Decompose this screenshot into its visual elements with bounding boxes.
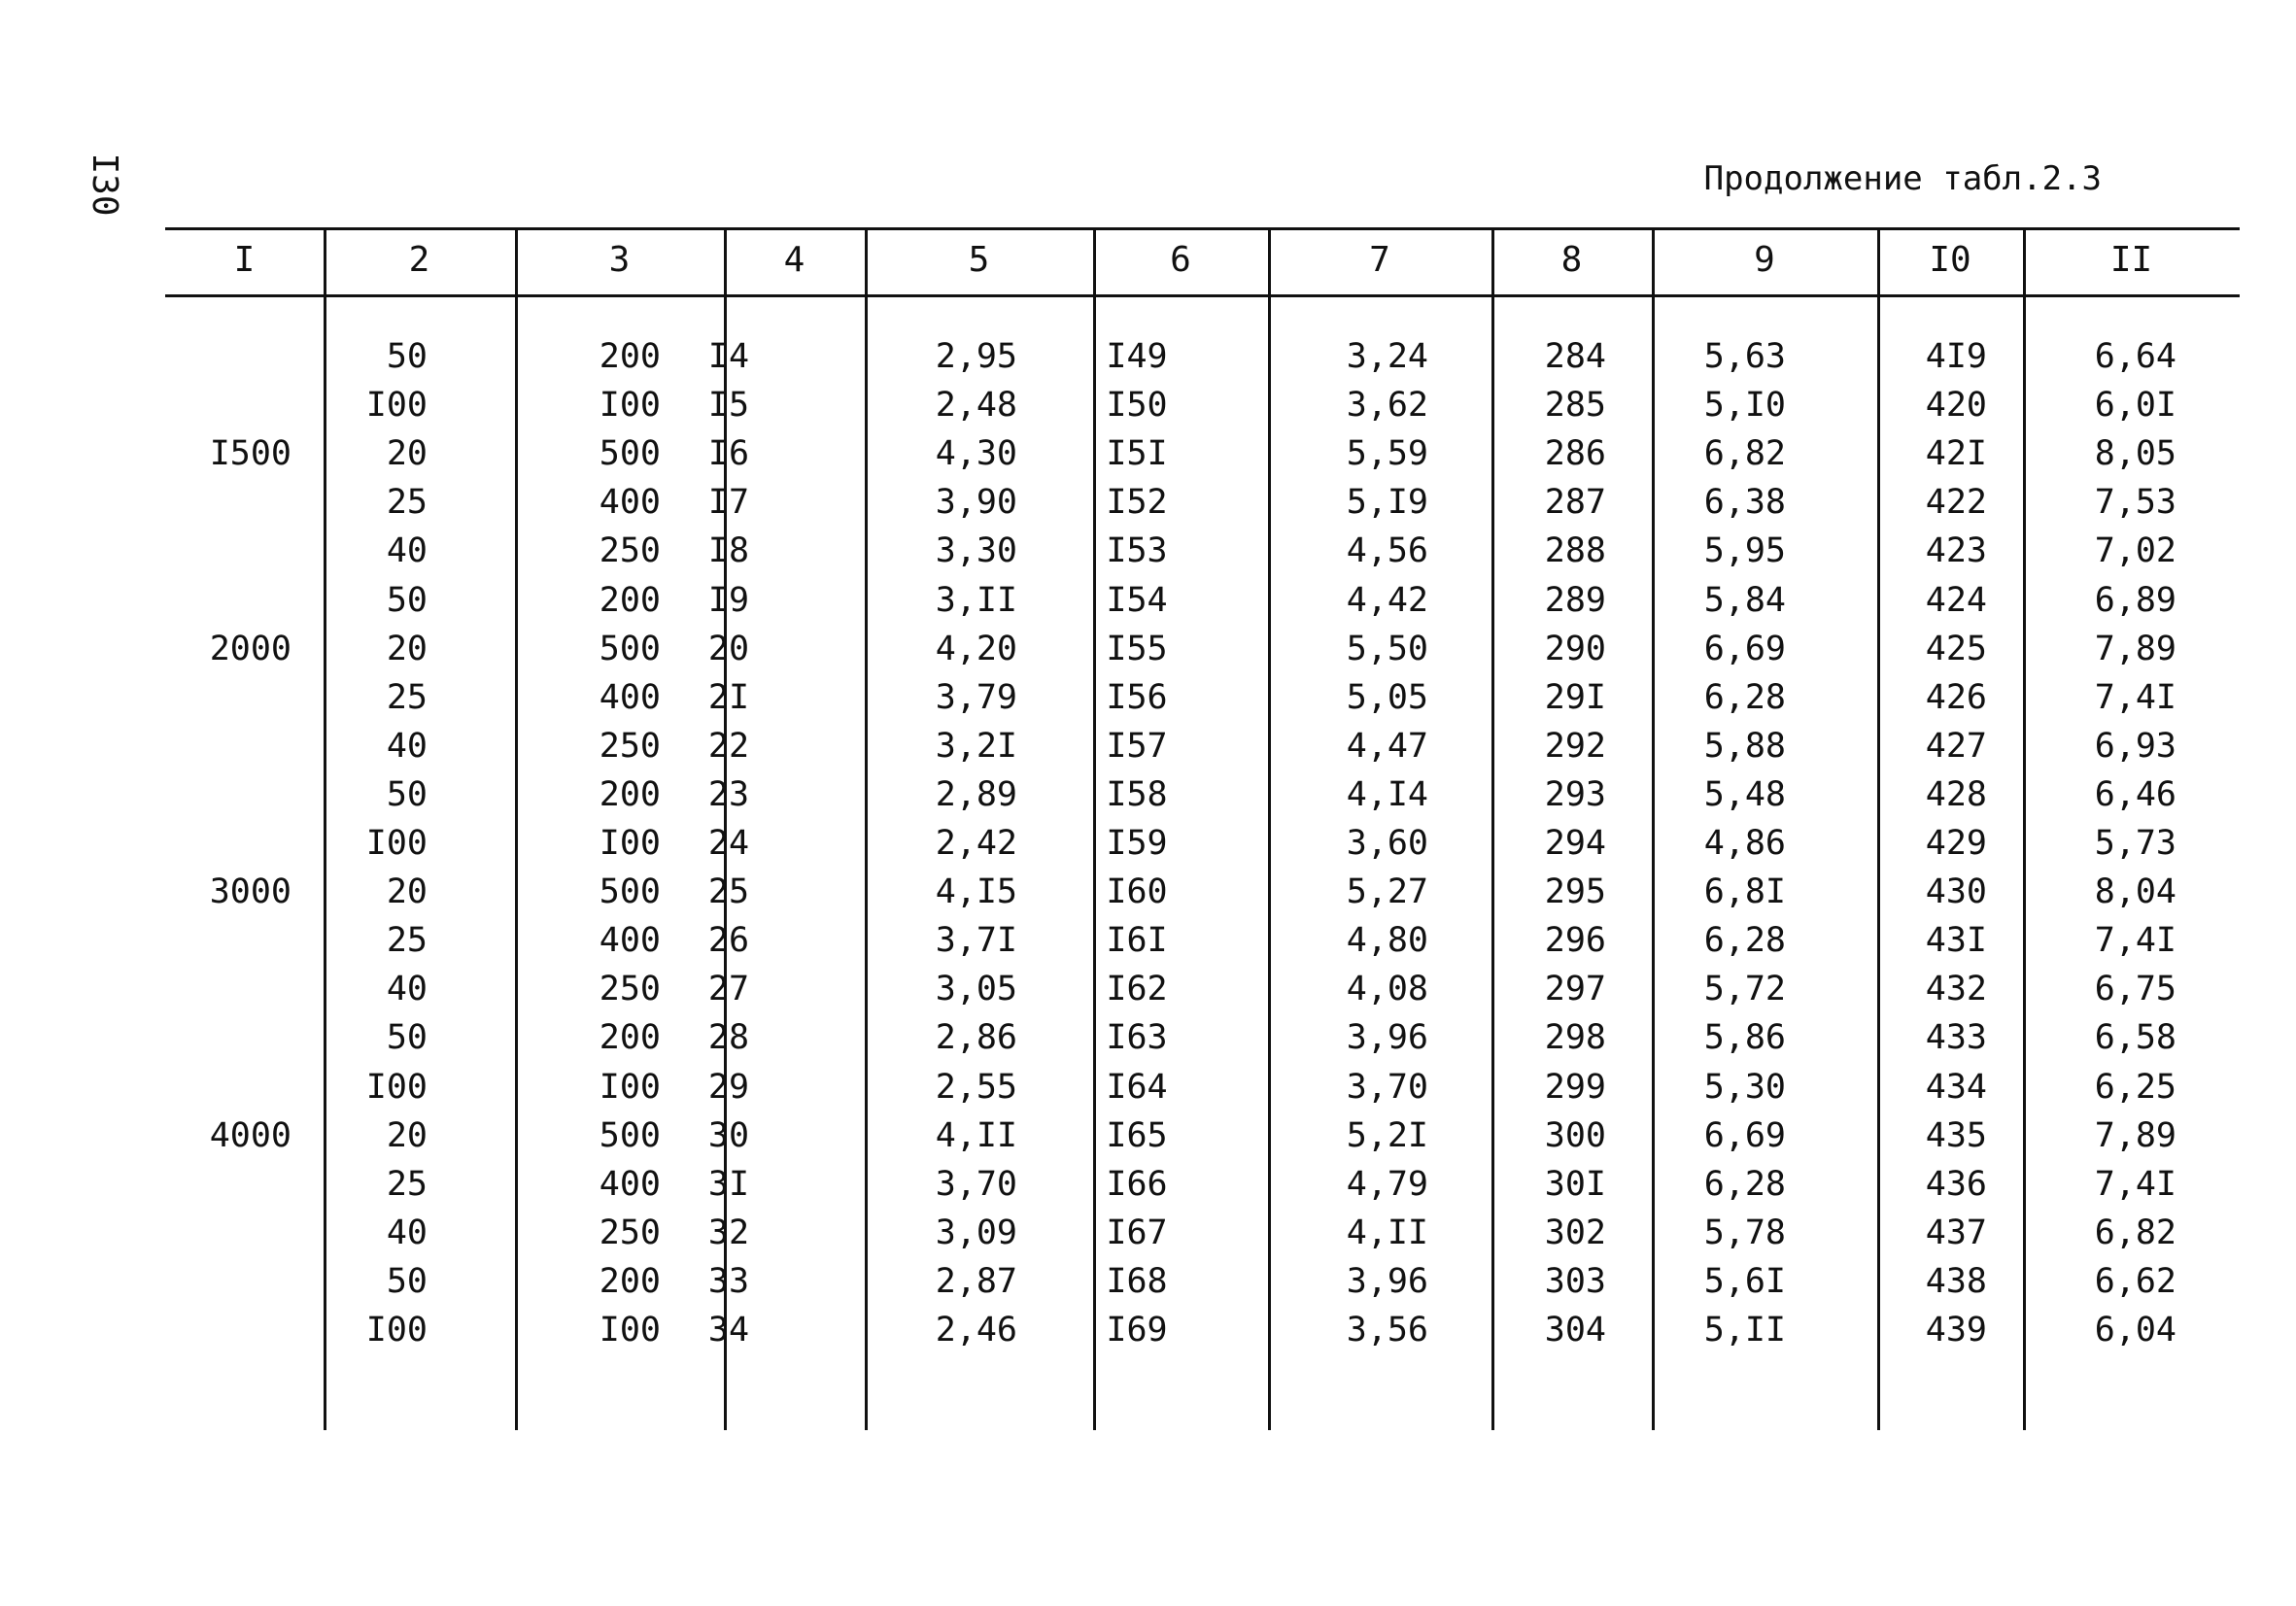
table-cell: 424	[1925, 581, 1987, 620]
table-cell: 42I	[1925, 434, 1987, 473]
table-cell: I00	[599, 824, 661, 863]
table-cell: I00	[599, 1311, 661, 1350]
table-cell: I57	[1106, 727, 1168, 766]
table-cell: 7,4I	[2094, 678, 2176, 717]
table-cell: 429	[1925, 824, 1987, 863]
table-cell: 435	[1925, 1116, 1987, 1155]
table-cell: I62	[1106, 970, 1168, 1008]
table-cell: I00	[365, 386, 428, 425]
table-cell: 433	[1925, 1018, 1987, 1057]
table-cell: 3I	[707, 1165, 750, 1204]
table-cell: 4,II	[935, 1116, 1017, 1155]
table-cell: 438	[1925, 1262, 1987, 1301]
table-cell: I49	[1106, 337, 1168, 376]
table-cell: 33	[707, 1262, 750, 1301]
table-cell: 400	[599, 1165, 661, 1204]
table-cell: I00	[365, 824, 428, 863]
table-cell: 428	[1925, 775, 1987, 814]
table-cell	[136, 478, 291, 527]
table-cell: 6,8I	[1703, 872, 1786, 911]
table-cell: 20	[386, 872, 428, 911]
table-cell	[136, 819, 291, 868]
table-cell: 6,69	[1703, 630, 1786, 668]
table-cell: 4,I5	[935, 872, 1017, 911]
table-cell	[136, 722, 291, 770]
table-cell	[136, 1306, 291, 1354]
table-cell: I67	[1106, 1213, 1168, 1252]
table-cell: 22	[707, 727, 750, 766]
table-cell	[136, 770, 291, 819]
table-cell: 290	[1544, 630, 1606, 668]
table-cell: 7,4I	[2094, 1165, 2176, 1204]
table-cell: 5,72	[1703, 970, 1786, 1008]
table-cell: 432	[1925, 970, 1987, 1008]
table-cell: 2,48	[935, 386, 1017, 425]
table-cell: 3,62	[1346, 386, 1428, 425]
table-cell: 5,I9	[1346, 483, 1428, 522]
table-cell: 3,2I	[935, 727, 1017, 766]
table-cell: 6,62	[2094, 1262, 2176, 1301]
table-cell: 5,84	[1703, 581, 1786, 620]
table-cell: 200	[599, 1262, 661, 1301]
table-cell: 20	[707, 630, 750, 668]
table-cell: 2,95	[935, 337, 1017, 376]
table-cell: 300	[1544, 1116, 1606, 1155]
table-cell: 295	[1544, 872, 1606, 911]
column-divider	[1268, 227, 1271, 1430]
table-cell: 50	[386, 581, 428, 620]
table-cell: 4,80	[1346, 921, 1428, 960]
table-cell: 32	[707, 1213, 750, 1252]
table-cell: 50	[386, 337, 428, 376]
table-cell: 439	[1925, 1311, 1987, 1350]
table-cell: 200	[599, 337, 661, 376]
table-cell: 5,27	[1346, 872, 1428, 911]
column-header: 2	[408, 240, 430, 280]
table-cell: 250	[599, 531, 661, 570]
table-cell: 43I	[1925, 921, 1987, 960]
table-cell: I65	[1106, 1116, 1168, 1155]
table-cell	[136, 965, 291, 1013]
table-cell: 302	[1544, 1213, 1606, 1252]
table-cell: 3,II	[935, 581, 1017, 620]
table-cell	[136, 1209, 291, 1257]
table-cell: 427	[1925, 727, 1987, 766]
column-header: 6	[1170, 240, 1191, 280]
column-header: 8	[1560, 240, 1583, 280]
table-cell: 8,05	[2094, 434, 2176, 473]
header-bottom-rule	[165, 294, 2240, 297]
table-cell: 285	[1544, 386, 1606, 425]
table-cell: 34	[707, 1311, 750, 1350]
column-header: 5	[968, 240, 990, 280]
table-cell: I53	[1106, 531, 1168, 570]
table-cell: 6,82	[2094, 1213, 2176, 1252]
table-cell: 50	[386, 775, 428, 814]
table-cell: 30I	[1544, 1165, 1606, 1204]
table-cell: I7	[707, 483, 750, 522]
table-cell: 436	[1925, 1165, 1987, 1204]
table-cell: I69	[1106, 1311, 1168, 1350]
table-cell: 400	[599, 921, 661, 960]
table-cell: 29	[707, 1068, 750, 1107]
table-cell: 20	[386, 630, 428, 668]
table-cell: 6,89	[2094, 581, 2176, 620]
table-cell	[136, 1160, 291, 1209]
table-cell: 20	[386, 434, 428, 473]
table-cell: I00	[365, 1311, 428, 1350]
table-cell: 25	[386, 678, 428, 717]
table-cell: 5,I0	[1703, 386, 1786, 425]
table-cell: 6,93	[2094, 727, 2176, 766]
column-header: I	[233, 240, 256, 280]
table-cell: 5,86	[1703, 1018, 1786, 1057]
table-cell: 299	[1544, 1068, 1606, 1107]
table-cell: I4	[707, 337, 750, 376]
table-cell: 4,20	[935, 630, 1017, 668]
table-cell: 6,38	[1703, 483, 1786, 522]
table-cell: I9	[707, 581, 750, 620]
table-cell: 4,47	[1346, 727, 1428, 766]
table-cell: 2,86	[935, 1018, 1017, 1057]
table-caption: Продолжение табл.2.3	[1703, 159, 2102, 198]
table-cell: 292	[1544, 727, 1606, 766]
table-cell: 40	[386, 1213, 428, 1252]
table-cell: 6,75	[2094, 970, 2176, 1008]
table-cell: 287	[1544, 483, 1606, 522]
table-cell: 2000	[209, 630, 291, 668]
table-cell: 2,87	[935, 1262, 1017, 1301]
table-cell: 430	[1925, 872, 1987, 911]
column-header: 3	[608, 240, 631, 280]
table-cell: 500	[599, 434, 661, 473]
table-cell: 200	[599, 581, 661, 620]
table-cell: 7,53	[2094, 483, 2176, 522]
table-cell	[136, 1013, 291, 1062]
table-cell: 3,96	[1346, 1262, 1428, 1301]
table-cell: 288	[1544, 531, 1606, 570]
table-cell: 2I	[707, 678, 750, 717]
table-cell: 50	[386, 1018, 428, 1057]
table-cell: 28	[707, 1018, 750, 1057]
table-cell: 25	[386, 921, 428, 960]
table-cell: 3,70	[1346, 1068, 1428, 1107]
table-cell: 27	[707, 970, 750, 1008]
table-cell: 3,96	[1346, 1018, 1428, 1057]
table-cell: 5,30	[1703, 1068, 1786, 1107]
table-cell: 25	[386, 1165, 428, 1204]
table-cell: 50	[386, 1262, 428, 1301]
table-cell: 3,90	[935, 483, 1017, 522]
table-cell: 6,28	[1703, 1165, 1786, 1204]
table-cell: I56	[1106, 678, 1168, 717]
table-cell: 3,79	[935, 678, 1017, 717]
table-cell: 250	[599, 727, 661, 766]
table-cell: 250	[599, 1213, 661, 1252]
table-cell: 30	[707, 1116, 750, 1155]
table-cell: 500	[599, 872, 661, 911]
table-cell: 6,0I	[2094, 386, 2176, 425]
table-cell: 4,56	[1346, 531, 1428, 570]
table-cell: 6,69	[1703, 1116, 1786, 1155]
table-cell: I55	[1106, 630, 1168, 668]
table-cell: I59	[1106, 824, 1168, 863]
table-cell: 5,II	[1703, 1311, 1786, 1350]
table-cell: 29I	[1544, 678, 1606, 717]
table-cell: 284	[1544, 337, 1606, 376]
table-cell: 294	[1544, 824, 1606, 863]
table-cell: 5,73	[2094, 824, 2176, 863]
table-cell: 420	[1925, 386, 1987, 425]
table-cell: I52	[1106, 483, 1168, 522]
table-cell: I68	[1106, 1262, 1168, 1301]
page-number: I30	[85, 153, 124, 217]
table-cell: 2,42	[935, 824, 1017, 863]
table-cell: 3,30	[935, 531, 1017, 570]
table-cell: 40	[386, 970, 428, 1008]
table-cell: 4,08	[1346, 970, 1428, 1008]
table-cell: 437	[1925, 1213, 1987, 1252]
table-cell: 4000	[209, 1116, 291, 1155]
table-cell: 6,25	[2094, 1068, 2176, 1107]
column-header: 7	[1369, 240, 1390, 280]
table-cell: 5,88	[1703, 727, 1786, 766]
table-cell: 400	[599, 483, 661, 522]
table-cell: 6,82	[1703, 434, 1786, 473]
table-cell	[136, 381, 291, 429]
table-cell: 434	[1925, 1068, 1987, 1107]
table-cell: I64	[1106, 1068, 1168, 1107]
table-cell: 7,89	[2094, 1116, 2176, 1155]
column-header: I0	[1929, 240, 1971, 280]
table-cell: 4,I4	[1346, 775, 1428, 814]
table-cell: 298	[1544, 1018, 1606, 1057]
table-cell: 6,28	[1703, 921, 1786, 960]
table-cell: 4,42	[1346, 581, 1428, 620]
table-cell: 7,4I	[2094, 921, 2176, 960]
table-cell: 7,89	[2094, 630, 2176, 668]
table-cell: I66	[1106, 1165, 1168, 1204]
table-cell: 297	[1544, 970, 1606, 1008]
table-top-rule	[165, 227, 2240, 230]
table-cell: 20	[386, 1116, 428, 1155]
table-cell: I00	[599, 1068, 661, 1107]
table-cell: 6,64	[2094, 337, 2176, 376]
column-header: 9	[1754, 240, 1775, 280]
table-cell: 4,86	[1703, 824, 1786, 863]
column-header: II	[2109, 240, 2153, 280]
table-cell: I6I	[1106, 921, 1168, 960]
table-cell: 25	[386, 483, 428, 522]
table-cell	[136, 916, 291, 965]
table-cell: 500	[599, 630, 661, 668]
table-cell: 6,28	[1703, 678, 1786, 717]
table-cell: I58	[1106, 775, 1168, 814]
table-cell: 200	[599, 1018, 661, 1057]
table-cell: 426	[1925, 678, 1987, 717]
table-cell: 3,70	[935, 1165, 1017, 1204]
table-cell: 8,04	[2094, 872, 2176, 911]
column-header: 4	[783, 240, 805, 280]
table-cell: I60	[1106, 872, 1168, 911]
table-cell: 5,05	[1346, 678, 1428, 717]
table-cell: 6,58	[2094, 1018, 2176, 1057]
table-cell: 400	[599, 678, 661, 717]
table-cell	[136, 332, 291, 381]
table-cell: 293	[1544, 775, 1606, 814]
table-cell: 5,6I	[1703, 1262, 1786, 1301]
table-cell: 24	[707, 824, 750, 863]
table-cell: 4,30	[935, 434, 1017, 473]
table-cell: 3,24	[1346, 337, 1428, 376]
table-cell	[136, 1063, 291, 1111]
table-cell: I6	[707, 434, 750, 473]
table-cell: 423	[1925, 531, 1987, 570]
table-cell: 5,48	[1703, 775, 1786, 814]
table-cell: 289	[1544, 581, 1606, 620]
table-cell: 5,50	[1346, 630, 1428, 668]
table-cell: I500	[209, 434, 291, 473]
table-cell: 7,02	[2094, 531, 2176, 570]
table-cell: 26	[707, 921, 750, 960]
table-cell	[136, 1257, 291, 1306]
table-cell: 25	[707, 872, 750, 911]
table-cell: 5,63	[1703, 337, 1786, 376]
table-cell: I63	[1106, 1018, 1168, 1057]
table-cell: 40	[386, 727, 428, 766]
table-cell: 5,78	[1703, 1213, 1786, 1252]
table-cell: 304	[1544, 1311, 1606, 1350]
table-cell: I00	[365, 1068, 428, 1107]
table-cell: 5,59	[1346, 434, 1428, 473]
table-cell: 3,60	[1346, 824, 1428, 863]
table-cell: 5,2I	[1346, 1116, 1428, 1155]
table-cell: 500	[599, 1116, 661, 1155]
table-cell: I00	[599, 386, 661, 425]
table-cell: 296	[1544, 921, 1606, 960]
table-cell: 5,95	[1703, 531, 1786, 570]
table-cell: I54	[1106, 581, 1168, 620]
table-cell: 422	[1925, 483, 1987, 522]
table-cell: I8	[707, 531, 750, 570]
table-cell: 2,46	[935, 1311, 1017, 1350]
table-cell: 23	[707, 775, 750, 814]
table-cell: 250	[599, 970, 661, 1008]
table-cell: 4I9	[1925, 337, 1987, 376]
table-cell: 4,79	[1346, 1165, 1428, 1204]
table-cell	[136, 576, 291, 625]
table-cell: 6,04	[2094, 1311, 2176, 1350]
table-cell: 3000	[209, 872, 291, 911]
table-cell: 3,09	[935, 1213, 1017, 1252]
table-cell: 286	[1544, 434, 1606, 473]
table-cell: I5I	[1106, 434, 1168, 473]
table-cell	[136, 673, 291, 722]
table-cell: 40	[386, 531, 428, 570]
table-cell: 2,89	[935, 775, 1017, 814]
table-cell: 3,05	[935, 970, 1017, 1008]
table-cell: 3,56	[1346, 1311, 1428, 1350]
table-cell: I50	[1106, 386, 1168, 425]
table-cell: 6,46	[2094, 775, 2176, 814]
table-cell: 2,55	[935, 1068, 1017, 1107]
table-cell: 425	[1925, 630, 1987, 668]
table-cell: 303	[1544, 1262, 1606, 1301]
table-cell: I5	[707, 386, 750, 425]
table-cell: 200	[599, 775, 661, 814]
table-cell: 3,7I	[935, 921, 1017, 960]
table-cell: 4,II	[1346, 1213, 1428, 1252]
table-cell	[136, 527, 291, 575]
